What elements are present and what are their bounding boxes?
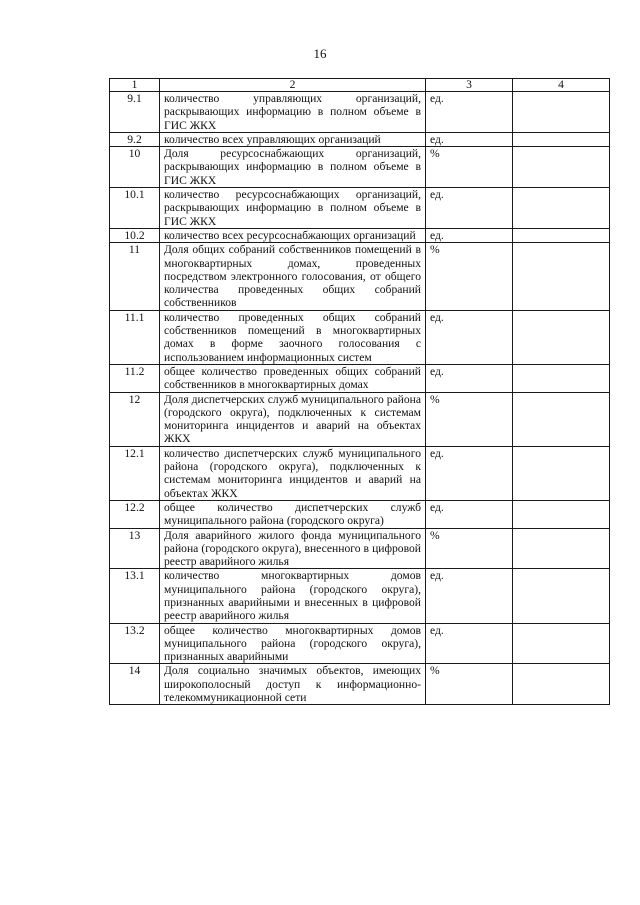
table-row (110, 446, 610, 500)
row-value-cell (513, 364, 610, 392)
table-row (110, 188, 610, 229)
row-value-cell (513, 92, 610, 133)
row-unit-cell: ед. (426, 228, 513, 242)
table-row (110, 228, 610, 242)
table-row (110, 392, 610, 446)
row-indicator-cell: Доля ресурсоснабжающих организаций, раскрывающих информацию в полном объеме в ГИС ЖКХ (160, 147, 426, 188)
indicators-table (109, 78, 610, 705)
table-row (110, 500, 610, 528)
row-value-cell (513, 664, 610, 705)
row-indicator-cell: количество всех ресурсоснабжающих организаций (160, 228, 426, 242)
row-indicator-cell: количество проведенных общих собраний собственников помещений в многоквартирных домах в форме заочного голосования с использованием информационных систем (160, 310, 426, 364)
row-value-cell (513, 310, 610, 364)
row-number-cell: 11 (110, 243, 160, 310)
row-number-cell: 12 (110, 392, 160, 446)
row-value-cell (513, 132, 610, 146)
row-value-cell (513, 147, 610, 188)
table-row (110, 569, 610, 623)
row-number-cell: 10.1 (110, 188, 160, 229)
row-number-cell: 10.2 (110, 228, 160, 242)
row-indicator-cell: Доля социально значимых объектов, имеющих широкополосный доступ к информационно-телекоммуникационной сети (160, 664, 426, 705)
row-value-cell (513, 392, 610, 446)
row-unit-cell: % (426, 664, 513, 705)
row-number-cell: 14 (110, 664, 160, 705)
row-value-cell (513, 500, 610, 528)
row-indicator-cell: количество диспетчерских служб муниципального района (городского округа), подключенных к системам мониторинга инцидентов и аварий на объектах ЖКХ (160, 446, 426, 500)
row-number-cell: 11.2 (110, 364, 160, 392)
header-cell-2: 2 (160, 79, 426, 92)
row-value-cell (513, 188, 610, 229)
row-value-cell (513, 243, 610, 310)
table-body (110, 92, 610, 705)
row-number-cell: 13.2 (110, 623, 160, 664)
row-unit-cell: ед. (426, 188, 513, 229)
table-row (110, 132, 610, 146)
table-row (110, 92, 610, 133)
row-unit-cell: ед. (426, 569, 513, 623)
row-value-cell (513, 446, 610, 500)
row-unit-cell: ед. (426, 446, 513, 500)
row-number-cell: 9.1 (110, 92, 160, 133)
row-value-cell (513, 623, 610, 664)
row-indicator-cell: общее количество многоквартирных домов муниципального района (городского округа), признанных аварийными (160, 623, 426, 664)
row-unit-cell: % (426, 147, 513, 188)
table-row (110, 664, 610, 705)
page-number: 16 (313, 46, 327, 61)
row-indicator-cell: количество многоквартирных домов муниципального района (городского округа), признанных аварийными и внесенных в цифровой реестр аварийного жилья (160, 569, 426, 623)
row-number-cell: 13 (110, 528, 160, 569)
row-number-cell: 13.1 (110, 569, 160, 623)
table-row (110, 310, 610, 364)
row-unit-cell: ед. (426, 364, 513, 392)
row-value-cell (513, 228, 610, 242)
row-number-cell: 11.1 (110, 310, 160, 364)
table-row (110, 147, 610, 188)
row-indicator-cell: Доля общих собраний собственников помещений в многоквартирных домах, проведенных посредством электронного голосования, от общего количества проведенных общих собраний собственников (160, 243, 426, 310)
row-unit-cell: ед. (426, 92, 513, 133)
row-indicator-cell: общее количество диспетчерских служб муниципального района (городского округа) (160, 500, 426, 528)
row-unit-cell: % (426, 243, 513, 310)
row-unit-cell: ед. (426, 132, 513, 146)
row-indicator-cell: общее количество проведенных общих собраний собственников в многоквартирных домах (160, 364, 426, 392)
row-unit-cell: % (426, 392, 513, 446)
header-cell-3: 3 (426, 79, 513, 92)
table-row (110, 528, 610, 569)
row-indicator-cell: количество ресурсоснабжающих организаций, раскрывающих информацию в полном объеме в ГИС ЖКХ (160, 188, 426, 229)
header-cell-4: 4 (513, 79, 610, 92)
row-number-cell: 12.2 (110, 500, 160, 528)
row-unit-cell: ед. (426, 500, 513, 528)
row-number-cell: 9.2 (110, 132, 160, 146)
table-row (110, 243, 610, 310)
row-indicator-cell: количество управляющих организаций, раскрывающих информацию в полном объеме в ГИС ЖКХ (160, 92, 426, 133)
row-unit-cell: ед. (426, 310, 513, 364)
row-indicator-cell: Доля диспетчерских служб муниципального района (городского округа), подключенных к системам мониторинга инцидентов и аварий на объектах ЖКХ (160, 392, 426, 446)
row-value-cell (513, 569, 610, 623)
table-row (110, 623, 610, 664)
table-row (110, 364, 610, 392)
row-indicator-cell: Доля аварийного жилого фонда муниципального района (городского округа), внесенного в цифровой реестр аварийного жилья (160, 528, 426, 569)
row-number-cell: 12.1 (110, 446, 160, 500)
header-cell-1: 1 (110, 79, 160, 92)
row-indicator-cell: количество всех управляющих организаций (160, 132, 426, 146)
row-value-cell (513, 528, 610, 569)
row-unit-cell: % (426, 528, 513, 569)
table-header-row (110, 79, 610, 92)
row-number-cell: 10 (110, 147, 160, 188)
row-unit-cell: ед. (426, 623, 513, 664)
